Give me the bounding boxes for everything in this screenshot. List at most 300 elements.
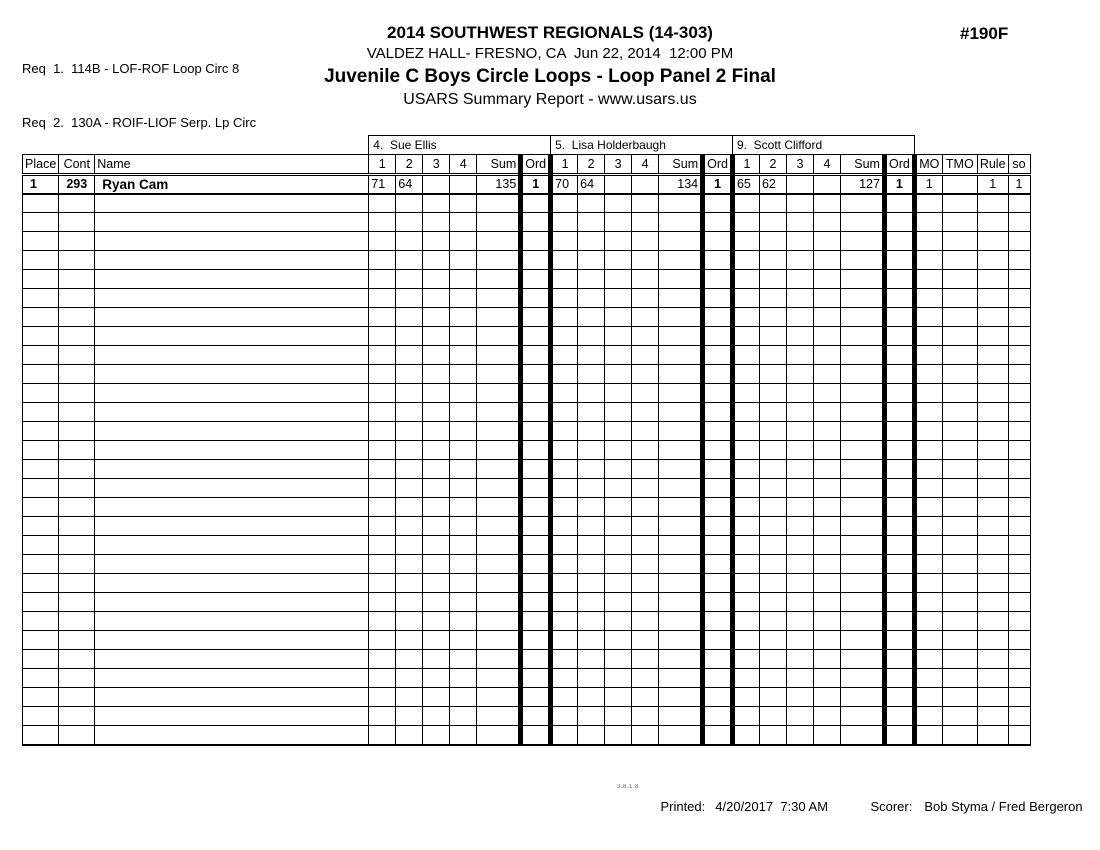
cell-name — [95, 574, 369, 593]
cell-place — [23, 650, 59, 669]
cell-so — [1008, 422, 1030, 441]
cell-score — [423, 479, 450, 498]
cell-mo — [914, 593, 942, 612]
cell-score — [396, 536, 423, 555]
cell-score — [732, 403, 759, 422]
cell-score — [632, 536, 659, 555]
cell-ord — [703, 669, 733, 688]
cell-score — [813, 574, 840, 593]
cell-score — [551, 593, 578, 612]
cell-sum — [477, 422, 521, 441]
cell-ord — [521, 346, 551, 365]
cell-score — [369, 270, 396, 289]
cell-sum — [477, 707, 521, 726]
cell-score — [813, 270, 840, 289]
cell-score: 64 — [396, 175, 423, 194]
cell-score — [423, 327, 450, 346]
table-row-empty — [23, 612, 1031, 631]
cell-score — [813, 194, 840, 213]
cell-score — [605, 308, 632, 327]
cell-score — [759, 631, 786, 650]
cell-score — [450, 232, 477, 251]
cell-score — [423, 194, 450, 213]
cell-score — [450, 175, 477, 194]
cell-mo — [914, 555, 942, 574]
cell-score — [732, 612, 759, 631]
cell-ord — [703, 593, 733, 612]
cell-place — [23, 631, 59, 650]
cell-score — [813, 175, 840, 194]
table-row-empty — [23, 403, 1031, 422]
cell-sum — [659, 612, 703, 631]
cell-mo — [914, 574, 942, 593]
printed-line — [646, 784, 828, 829]
cell-score — [786, 251, 813, 270]
cell-score — [632, 384, 659, 403]
cell-score — [605, 403, 632, 422]
cell-score — [578, 669, 605, 688]
cell-mo — [914, 403, 942, 422]
cell-ord — [703, 441, 733, 460]
score-col-header: 2 — [396, 155, 423, 175]
cell-score — [551, 365, 578, 384]
ord-col-header: Ord — [884, 155, 914, 175]
cell-so — [1008, 688, 1030, 707]
cell-ord — [521, 384, 551, 403]
cell-ord — [703, 707, 733, 726]
cell-score — [423, 574, 450, 593]
cell-score — [578, 346, 605, 365]
cell-score — [786, 517, 813, 536]
cell-tmo — [942, 175, 977, 194]
col-header-so: so — [1008, 155, 1030, 175]
cell-score — [551, 460, 578, 479]
cell-sum — [840, 574, 884, 593]
cell-score — [423, 726, 450, 745]
cell-rule — [977, 688, 1008, 707]
cell-place — [23, 270, 59, 289]
cell-score — [605, 365, 632, 384]
cell-score — [786, 688, 813, 707]
cell-score — [423, 270, 450, 289]
cell-score — [423, 536, 450, 555]
cell-score — [423, 688, 450, 707]
cell-score — [551, 346, 578, 365]
cell-score — [450, 536, 477, 555]
cell-so — [1008, 707, 1030, 726]
cell-score — [423, 384, 450, 403]
cell-score — [632, 669, 659, 688]
cell-ord — [884, 726, 914, 745]
cell-score — [450, 289, 477, 308]
cell-mo — [914, 479, 942, 498]
cell-place — [23, 327, 59, 346]
cell-score — [369, 460, 396, 479]
cell-sum — [477, 726, 521, 745]
cell-sum — [840, 669, 884, 688]
cell-score — [813, 498, 840, 517]
cell-rule — [977, 251, 1008, 270]
cell-score — [759, 707, 786, 726]
cell-score — [786, 498, 813, 517]
cell-cont — [59, 232, 95, 251]
cell-ord — [703, 270, 733, 289]
cell-name — [95, 707, 369, 726]
cell-name — [95, 460, 369, 479]
cell-score — [786, 574, 813, 593]
cell-rule — [977, 574, 1008, 593]
cell-place — [23, 593, 59, 612]
cell-so — [1008, 593, 1030, 612]
score-col-header: 4 — [813, 155, 840, 175]
cell-score — [605, 479, 632, 498]
cell-ord — [884, 536, 914, 555]
cell-score — [813, 536, 840, 555]
cell-sum — [840, 327, 884, 346]
cell-score — [551, 403, 578, 422]
cell-score — [396, 479, 423, 498]
cell-ord — [521, 688, 551, 707]
cell-score — [396, 289, 423, 308]
cell-score — [732, 726, 759, 745]
table-row-empty — [23, 707, 1031, 726]
cell-score — [813, 460, 840, 479]
cell-tmo — [942, 403, 977, 422]
cell-sum — [840, 232, 884, 251]
cell-name — [95, 726, 369, 745]
cell-so — [1008, 327, 1030, 346]
cell-score — [759, 289, 786, 308]
sum-col-header: Sum — [659, 155, 703, 175]
cell-sum — [840, 688, 884, 707]
cell-ord — [884, 308, 914, 327]
cell-score — [732, 536, 759, 555]
cell-score — [396, 403, 423, 422]
cell-name — [95, 403, 369, 422]
cell-score — [632, 308, 659, 327]
cell-ord — [703, 327, 733, 346]
cell-tmo — [942, 441, 977, 460]
cell-score — [632, 688, 659, 707]
table-row-empty — [23, 517, 1031, 536]
cell-score — [605, 726, 632, 745]
cell-score — [605, 460, 632, 479]
score-col-header: 1 — [732, 155, 759, 175]
cell-score — [551, 289, 578, 308]
cell-score — [396, 270, 423, 289]
cell-mo — [914, 688, 942, 707]
cell-score — [813, 213, 840, 232]
cell-ord — [884, 517, 914, 536]
cell-sum — [477, 441, 521, 460]
cell-score — [396, 460, 423, 479]
cell-score — [551, 327, 578, 346]
cell-ord — [703, 460, 733, 479]
cell-rule — [977, 650, 1008, 669]
cell-score — [732, 194, 759, 213]
cell-score — [396, 688, 423, 707]
sum-col-header: Sum — [477, 155, 521, 175]
col-header-place: Place — [23, 155, 59, 175]
cell-score — [605, 669, 632, 688]
cell-tmo — [942, 726, 977, 745]
cell-name — [95, 327, 369, 346]
judge-group-header: 5. Lisa Holderbaugh — [551, 136, 733, 155]
cell-rule — [977, 365, 1008, 384]
cell-ord — [703, 726, 733, 745]
cell-place — [23, 669, 59, 688]
col-header-tmo: TMO — [942, 155, 977, 175]
cell-score — [732, 460, 759, 479]
cell-mo — [914, 327, 942, 346]
cell-tmo — [942, 593, 977, 612]
cell-cont — [59, 460, 95, 479]
cell-ord — [884, 213, 914, 232]
table-row-empty — [23, 308, 1031, 327]
cell-score: 62 — [759, 175, 786, 194]
cell-ord — [884, 422, 914, 441]
cell-sum — [840, 346, 884, 365]
cell-score — [632, 574, 659, 593]
req-line-2: Req 2. 130A - ROIF-LIOF Serp. Lp Circ — [22, 115, 257, 130]
cell-ord — [703, 403, 733, 422]
cell-score — [732, 422, 759, 441]
cell-ord — [884, 498, 914, 517]
cell-score — [632, 327, 659, 346]
cell-cont — [59, 346, 95, 365]
cell-score — [578, 194, 605, 213]
cell-score — [396, 612, 423, 631]
cell-sum — [659, 289, 703, 308]
cell-rule — [977, 593, 1008, 612]
cell-sum: 127 — [840, 175, 884, 194]
cell-score — [450, 213, 477, 232]
cell-score — [551, 688, 578, 707]
cell-ord — [521, 194, 551, 213]
cell-ord — [521, 308, 551, 327]
cell-score — [551, 669, 578, 688]
cell-score — [813, 365, 840, 384]
cell-cont — [59, 669, 95, 688]
cell-sum — [659, 631, 703, 650]
score-col-header: 4 — [450, 155, 477, 175]
cell-score — [759, 726, 786, 745]
cell-sum — [659, 346, 703, 365]
cell-sum — [840, 707, 884, 726]
cell-score — [551, 612, 578, 631]
cell-score — [813, 555, 840, 574]
cell-sum — [659, 707, 703, 726]
cell-score — [578, 517, 605, 536]
cell-score — [786, 403, 813, 422]
cell-score — [605, 688, 632, 707]
cell-mo — [914, 194, 942, 213]
cell-ord — [521, 726, 551, 745]
table-row-empty — [23, 232, 1031, 251]
cell-ord — [703, 612, 733, 631]
version-number: 3.8.1.8 — [617, 784, 639, 790]
cell-score — [369, 384, 396, 403]
cell-score — [450, 251, 477, 270]
cell-mo — [914, 232, 942, 251]
cell-rule — [977, 460, 1008, 479]
cell-name — [95, 194, 369, 213]
cell-score — [759, 536, 786, 555]
cell-sum — [477, 213, 521, 232]
cell-score — [369, 707, 396, 726]
cell-place — [23, 194, 59, 213]
cell-sum — [840, 536, 884, 555]
cell-score — [551, 441, 578, 460]
cell-mo — [914, 707, 942, 726]
cell-score — [551, 536, 578, 555]
cell-ord — [703, 308, 733, 327]
cell-score — [450, 707, 477, 726]
printed-label: Printed: — [660, 799, 706, 814]
cell-score — [632, 213, 659, 232]
table-row-empty — [23, 327, 1031, 346]
cell-name — [95, 517, 369, 536]
cell-sum — [659, 536, 703, 555]
cell-name — [95, 631, 369, 650]
cell-ord — [703, 555, 733, 574]
cell-so — [1008, 365, 1030, 384]
cell-rule — [977, 726, 1008, 745]
cell-score — [759, 194, 786, 213]
cell-place — [23, 688, 59, 707]
cell-score — [450, 498, 477, 517]
cell-score — [369, 726, 396, 745]
cell-score — [813, 479, 840, 498]
cell-score — [369, 631, 396, 650]
cell-score — [813, 726, 840, 745]
cell-score — [578, 593, 605, 612]
cell-name — [95, 536, 369, 555]
cell-score — [786, 213, 813, 232]
cell-score — [605, 517, 632, 536]
cell-mo — [914, 270, 942, 289]
cell-so — [1008, 460, 1030, 479]
cell-score — [732, 593, 759, 612]
cell-tmo — [942, 270, 977, 289]
cell-ord — [884, 650, 914, 669]
cell-score — [450, 593, 477, 612]
cell-score — [759, 555, 786, 574]
cell-ord — [884, 346, 914, 365]
cell-score — [759, 422, 786, 441]
cell-sum — [477, 574, 521, 593]
cell-place — [23, 365, 59, 384]
cell-score — [786, 327, 813, 346]
cell-tmo — [942, 688, 977, 707]
cell-sum — [840, 251, 884, 270]
cell-cont — [59, 327, 95, 346]
cell-ord — [521, 517, 551, 536]
table-row-empty — [23, 536, 1031, 555]
cell-score — [551, 308, 578, 327]
cell-score — [759, 308, 786, 327]
cell-ord — [521, 631, 551, 650]
cell-score — [396, 194, 423, 213]
cell-score — [732, 213, 759, 232]
cell-ord — [884, 232, 914, 251]
cell-score — [450, 574, 477, 593]
score-col-header: 1 — [369, 155, 396, 175]
cell-sum — [840, 650, 884, 669]
table-row-empty — [23, 194, 1031, 213]
cell-so — [1008, 498, 1030, 517]
cell-tmo — [942, 479, 977, 498]
cell-score — [732, 517, 759, 536]
cell-score — [632, 403, 659, 422]
cell-score — [813, 612, 840, 631]
cell-score — [396, 384, 423, 403]
cell-sum — [659, 422, 703, 441]
cell-score — [369, 669, 396, 688]
cell-so — [1008, 251, 1030, 270]
table-row-empty — [23, 555, 1031, 574]
cell-sum — [840, 498, 884, 517]
cell-name — [95, 232, 369, 251]
cell-score — [423, 669, 450, 688]
cell-sum — [477, 232, 521, 251]
cell-rule — [977, 422, 1008, 441]
cell-tmo — [942, 251, 977, 270]
cell-score — [578, 650, 605, 669]
cell-sum — [659, 650, 703, 669]
cell-score — [632, 498, 659, 517]
cell-place — [23, 612, 59, 631]
cell-ord — [521, 270, 551, 289]
cell-score — [396, 365, 423, 384]
cell-score — [786, 593, 813, 612]
cell-sum — [477, 460, 521, 479]
cell-mo — [914, 346, 942, 365]
cell-score — [551, 213, 578, 232]
cell-ord — [521, 612, 551, 631]
cell-score — [396, 555, 423, 574]
cell-score — [396, 441, 423, 460]
cell-ord — [521, 232, 551, 251]
cell-so — [1008, 213, 1030, 232]
cell-score — [786, 707, 813, 726]
cell-sum — [659, 479, 703, 498]
cell-score — [632, 175, 659, 194]
cell-place — [23, 289, 59, 308]
cell-sum — [840, 308, 884, 327]
cell-score — [450, 555, 477, 574]
req-line-1: Req 1. 114B - LOF-ROF Loop Circ 8 — [22, 61, 240, 76]
cell-sum — [840, 612, 884, 631]
cell-mo — [914, 650, 942, 669]
cell-name — [95, 688, 369, 707]
cell-tmo — [942, 555, 977, 574]
cell-place — [23, 517, 59, 536]
cell-score — [813, 403, 840, 422]
cell-so — [1008, 232, 1030, 251]
score-col-header: 4 — [632, 155, 659, 175]
cell-ord — [703, 194, 733, 213]
table-row-empty — [23, 289, 1031, 308]
cell-rule — [977, 346, 1008, 365]
cell-sum — [659, 555, 703, 574]
cell-cont — [59, 650, 95, 669]
cell-score — [369, 194, 396, 213]
cell-score — [605, 631, 632, 650]
cell-cont — [59, 213, 95, 232]
cell-score — [759, 574, 786, 593]
cell-score — [813, 669, 840, 688]
